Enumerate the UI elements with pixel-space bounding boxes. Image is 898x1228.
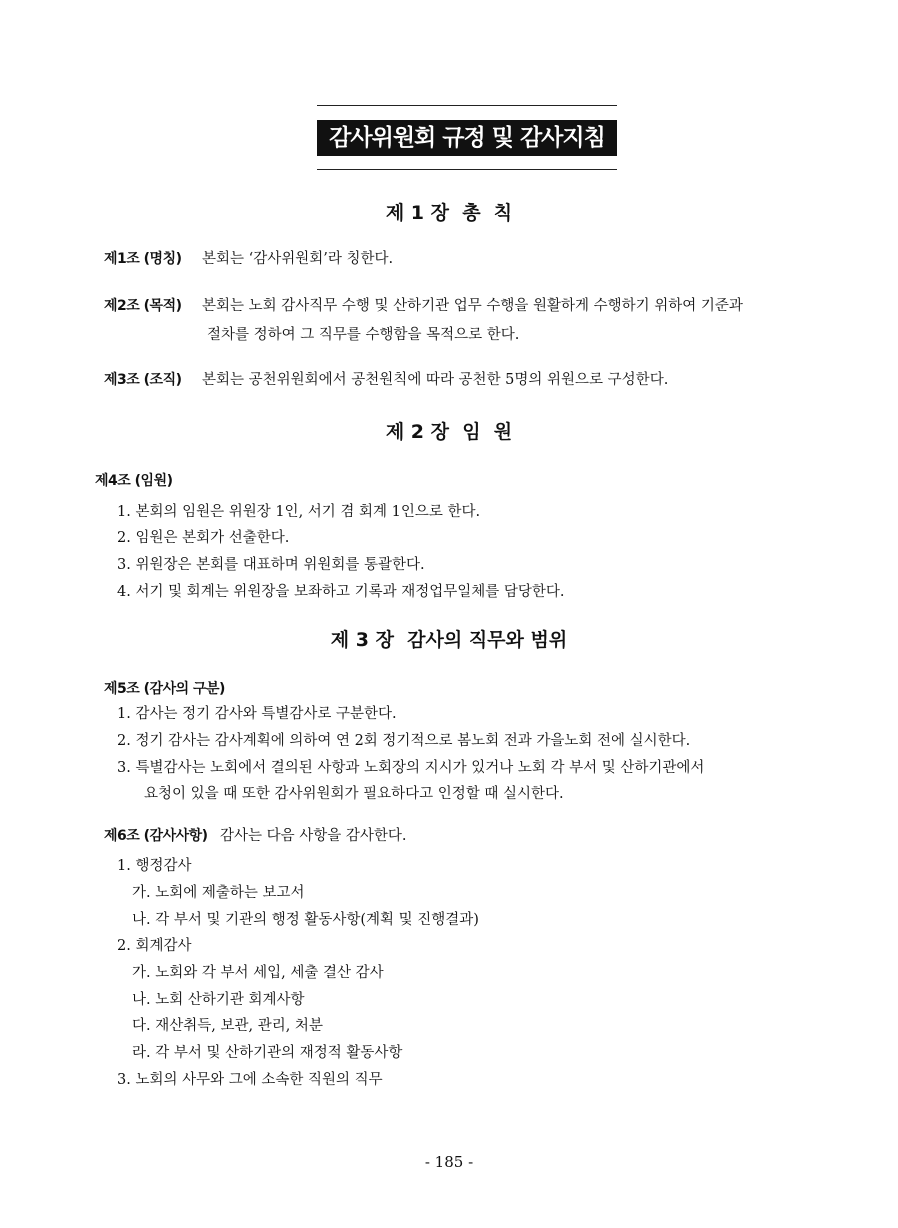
page-number: - 185 - bbox=[424, 1153, 474, 1171]
article-6-item-2: 2. 회계감사 bbox=[117, 938, 192, 954]
article-6-item-1-na: 나. 각 부서 및 기관의 행정 활동사항(계획 및 진행결과) bbox=[132, 912, 479, 928]
article-5-item-1: 1. 감사는 정기 감사와 특별감사로 구분한다. bbox=[117, 706, 397, 722]
article-2-text-line-1: 본회는 노회 감사직무 수행 및 산하기관 업무 수행을 원활하게 수행하기 위하여 기준과 bbox=[202, 298, 743, 314]
article-1-text: 본회는 ‘감사위원회’라 칭한다. bbox=[202, 251, 394, 267]
article-6-item-2-na: 나. 노회 산하기관 회계사항 bbox=[132, 992, 305, 1008]
article-3-heading: 제3조 (조직) bbox=[104, 372, 182, 388]
title-top-rule bbox=[317, 105, 617, 106]
article-4-heading: 제4조 (임원) bbox=[95, 473, 173, 489]
article-6-item-1: 1. 행정감사 bbox=[117, 858, 192, 874]
article-5-item-3-continued: 요청이 있을 때 또한 감사위원회가 필요하다고 인정할 때 실시한다. bbox=[144, 786, 564, 802]
chapter-3-heading: 제 3 장 감사의 직무와 범위 bbox=[330, 629, 568, 651]
article-4-item-2: 2. 임원은 본회가 선출한다. bbox=[117, 530, 290, 546]
article-3-text: 본회는 공천위원회에서 공천원칙에 따라 공천한 5명의 위원으로 구성한다. bbox=[202, 372, 669, 388]
article-4-item-3: 3. 위원장은 본회를 대표하며 위원회를 통괄한다. bbox=[117, 557, 425, 573]
article-1-heading: 제1조 (명칭) bbox=[104, 251, 182, 267]
article-6-item-2-ga: 가. 노회와 각 부서 세입, 세출 결산 감사 bbox=[132, 965, 384, 981]
title-bottom-rule bbox=[317, 169, 617, 170]
article-2-heading: 제2조 (목적) bbox=[104, 298, 182, 314]
article-4-item-1: 1. 본회의 임원은 위원장 1인, 서기 겸 회계 1인으로 한다. bbox=[117, 504, 481, 520]
article-6-heading: 제6조 (감사사항) bbox=[104, 828, 208, 844]
document-title: 감사위원회 규정 및 감사지침 bbox=[317, 120, 617, 156]
article-6-item-3: 3. 노회의 사무와 그에 소속한 직원의 직무 bbox=[117, 1072, 383, 1088]
article-6-item-1-ga: 가. 노회에 제출하는 보고서 bbox=[132, 885, 305, 901]
article-6-item-2-ra: 라. 각 부서 및 산하기관의 재정적 활동사항 bbox=[132, 1045, 403, 1061]
article-5-item-2: 2. 정기 감사는 감사계획에 의하여 연 2회 정기적으로 봄노회 전과 가을노회 전에 실시한다. bbox=[117, 733, 691, 749]
article-5-item-3: 3. 특별감사는 노회에서 결의된 사항과 노회장의 지시가 있거나 노회 각 부서 및 산하기관에서 bbox=[117, 760, 705, 776]
article-6-intro: 감사는 다음 사항을 감사한다. bbox=[220, 828, 407, 844]
article-4-item-4: 4. 서기 및 회계는 위원장을 보좌하고 기록과 재정업무일체를 담당한다. bbox=[117, 584, 565, 600]
article-6-item-2-da: 다. 재산취득, 보관, 관리, 처분 bbox=[132, 1018, 323, 1034]
chapter-1-heading: 제 1 장 총 칙 bbox=[385, 202, 513, 224]
article-2-text-line-2: 절차를 정하여 그 직무를 수행함을 목적으로 한다. bbox=[207, 327, 520, 343]
article-5-heading: 제5조 (감사의 구분) bbox=[104, 681, 225, 697]
chapter-2-heading: 제 2 장 임 원 bbox=[385, 421, 513, 443]
